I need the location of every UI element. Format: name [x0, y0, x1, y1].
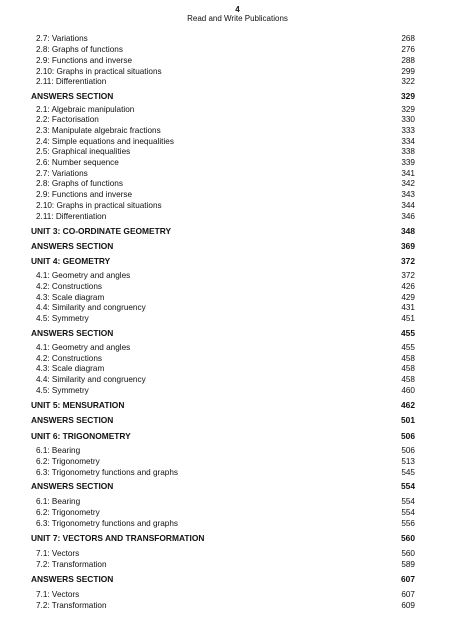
toc-entry-title: 2.8: Graphs of functions: [31, 44, 125, 55]
toc-entry-page: 554: [401, 481, 415, 491]
toc-leader-dots: [31, 450, 415, 454]
toc-entry-page: 556: [401, 519, 415, 528]
toc-entry-page: 560: [401, 533, 415, 543]
toc-entry-page: 431: [401, 303, 415, 312]
toc-entry-title: 6.3: Trigonometry functions and graphs: [31, 467, 180, 478]
toc-entry: [31, 302, 415, 313]
toc-entry-title: ANSWERS SECTION: [31, 574, 114, 584]
toc-entry-page: 460: [401, 386, 415, 395]
toc-section-heading: [31, 241, 415, 252]
publisher-name: Read and Write Publications: [187, 14, 288, 23]
toc-entry-page: 545: [401, 468, 415, 477]
toc-entry-title: 7.1: Vectors: [31, 548, 81, 559]
toc-entry: [31, 559, 415, 570]
toc-entry-title: 4.3: Scale diagram: [31, 292, 106, 303]
toc-entry-page: 329: [401, 91, 415, 101]
toc-entry: [31, 157, 415, 168]
toc-entry-page: 322: [401, 77, 415, 86]
toc-section-heading: [31, 328, 415, 339]
toc-entry-page: 560: [401, 549, 415, 558]
toc-entry-page: 344: [401, 201, 415, 210]
toc-entry-page: 458: [401, 375, 415, 384]
toc-entry-title: 2.11: Differentiation: [31, 76, 108, 87]
toc-entry-page: 506: [401, 431, 415, 441]
toc-entry: [31, 55, 415, 66]
toc-entry-title: 7.2: Transformation: [31, 600, 109, 611]
toc-entry: [31, 313, 415, 324]
toc-entry: [31, 281, 415, 292]
toc-entry-title: 4.4: Similarity and congruency: [31, 374, 148, 385]
toc-entry: [31, 270, 415, 281]
toc-entry-page: 346: [401, 212, 415, 221]
toc-entry-title: 2.1: Algebraic manipulation: [31, 104, 136, 115]
toc-entry: [31, 33, 415, 44]
page-number: 4: [235, 5, 240, 14]
toc-entry-page: 268: [401, 34, 415, 43]
toc-entry-page: 462: [401, 400, 415, 410]
toc-leader-dots: [31, 501, 415, 505]
toc-entry-page: 276: [401, 45, 415, 54]
toc-section-heading: [31, 91, 415, 102]
toc-entry-title: 2.9: Functions and inverse: [31, 189, 134, 200]
toc-entry-page: 330: [401, 115, 415, 124]
toc-section-heading: [31, 533, 415, 544]
toc-entry-page: 554: [401, 508, 415, 517]
toc-section-heading: [31, 481, 415, 492]
table-of-contents: [31, 0, 415, 634]
toc-entry-title: 6.3: Trigonometry functions and graphs: [31, 518, 180, 529]
toc-entry-title: UNIT 6: TRIGONOMETRY: [31, 431, 131, 441]
toc-entry-title: UNIT 4: GEOMETRY: [31, 256, 111, 266]
toc-entry-page: 339: [401, 158, 415, 167]
toc-entry-page: 458: [401, 364, 415, 373]
toc-entry: [31, 385, 415, 396]
toc-entry-title: 2.9: Functions and inverse: [31, 55, 134, 66]
toc-entry-title: 4.5: Symmetry: [31, 385, 91, 396]
toc-entry: [31, 44, 415, 55]
toc-entry-title: 4.2: Constructions: [31, 281, 104, 292]
toc-entry-page: 334: [401, 137, 415, 146]
toc-entry-title: 4.3: Scale diagram: [31, 363, 106, 374]
toc-entry-page: 343: [401, 190, 415, 199]
toc-entry-title: 2.10: Graphs in practical situations: [31, 66, 164, 77]
toc-entry-title: 4.1: Geometry and angles: [31, 270, 132, 281]
toc-entry: [31, 114, 415, 125]
toc-entry-title: 4.4: Similarity and congruency: [31, 302, 148, 313]
toc-entry-title: ANSWERS SECTION: [31, 481, 114, 491]
toc-entry: [31, 178, 415, 189]
toc-entry: [31, 146, 415, 157]
toc-section-heading: [31, 400, 415, 411]
toc-entry-page: 299: [401, 67, 415, 76]
toc-entry: [31, 76, 415, 87]
toc-entry: [31, 518, 415, 529]
toc-entry-page: 372: [401, 256, 415, 266]
toc-entry-title: 6.1: Bearing: [31, 496, 82, 507]
toc-section-heading: [31, 574, 415, 585]
toc-entry-page: 513: [401, 457, 415, 466]
toc-entry-page: 506: [401, 446, 415, 455]
toc-entry-title: UNIT 7: VECTORS AND TRANSFORMATION: [31, 533, 205, 543]
toc-entry: [31, 445, 415, 456]
toc-entry-page: 501: [401, 415, 415, 425]
toc-entry-title: 2.2: Factorisation: [31, 114, 101, 125]
toc-entry-title: 6.1: Bearing: [31, 445, 82, 456]
toc-entry-title: 4.1: Geometry and angles: [31, 342, 132, 353]
toc-section-heading: [31, 415, 415, 426]
toc-entry: [31, 600, 415, 611]
toc-entry-title: 2.11: Differentiation: [31, 211, 108, 222]
toc-entry-page: 348: [401, 226, 415, 236]
toc-entry-title: 6.2: Trigonometry: [31, 507, 102, 518]
toc-entry-page: 455: [401, 328, 415, 338]
toc-entry-title: 2.10: Graphs in practical situations: [31, 200, 164, 211]
toc-entry-title: 7.2: Transformation: [31, 559, 109, 570]
toc-leader-dots: [31, 594, 415, 598]
toc-entry-title: 2.7: Variations: [31, 168, 90, 179]
toc-entry-page: 458: [401, 354, 415, 363]
toc-entry-title: 2.5: Graphical inequalities: [31, 146, 132, 157]
toc-entry-page: 329: [401, 105, 415, 114]
toc-entry: [31, 342, 415, 353]
toc-entry-page: 589: [401, 560, 415, 569]
toc-entry-page: 338: [401, 147, 415, 156]
toc-entry: [31, 189, 415, 200]
toc-entry-page: 341: [401, 169, 415, 178]
toc-entry: [31, 548, 415, 559]
toc-entry-page: 554: [401, 497, 415, 506]
toc-entry-page: 369: [401, 241, 415, 251]
toc-entry-title: 4.2: Constructions: [31, 353, 104, 364]
toc-entry-title: 2.7: Variations: [31, 33, 90, 44]
toc-section-heading: [31, 431, 415, 442]
toc-section-heading: [31, 256, 415, 267]
toc-entry: [31, 125, 415, 136]
toc-entry-title: ANSWERS SECTION: [31, 415, 114, 425]
toc-leader-dots: [31, 553, 415, 557]
toc-entry-page: 429: [401, 293, 415, 302]
toc-entry-page: 342: [401, 179, 415, 188]
toc-entry-title: UNIT 3: CO-ORDINATE GEOMETRY: [31, 226, 172, 236]
toc-entry-page: 607: [401, 574, 415, 584]
toc-entry: [31, 589, 415, 600]
toc-entry-title: ANSWERS SECTION: [31, 328, 114, 338]
toc-entry: [31, 496, 415, 507]
toc-entry-page: 426: [401, 282, 415, 291]
toc-entry: [31, 211, 415, 222]
toc-entry-title: 2.6: Number sequence: [31, 157, 121, 168]
toc-entry-title: 7.1: Vectors: [31, 589, 81, 600]
toc-entry: [31, 374, 415, 385]
toc-entry-page: 451: [401, 314, 415, 323]
toc-entry-title: 2.4: Simple equations and inequalities: [31, 136, 176, 147]
toc-entry-title: 4.5: Symmetry: [31, 313, 91, 324]
toc-entry-page: 372: [401, 271, 415, 280]
toc-entry: [31, 363, 415, 374]
toc-entry-page: 333: [401, 126, 415, 135]
toc-entry-title: 2.3: Manipulate algebraic fractions: [31, 125, 163, 136]
toc-entry-title: 6.2: Trigonometry: [31, 456, 102, 467]
toc-entry: [31, 200, 415, 211]
toc-entry: [31, 507, 415, 518]
toc-entry: [31, 467, 415, 478]
toc-entry: [31, 456, 415, 467]
toc-entry-title: ANSWERS SECTION: [31, 91, 114, 101]
toc-entry-page: 609: [401, 601, 415, 610]
toc-entry-page: 455: [401, 343, 415, 352]
toc-entry-title: 2.8: Graphs of functions: [31, 178, 125, 189]
toc-entry-page: 288: [401, 56, 415, 65]
toc-entry-page: 607: [401, 590, 415, 599]
toc-entry-title: ANSWERS SECTION: [31, 241, 114, 251]
toc-entry-title: UNIT 5: MENSURATION: [31, 400, 125, 410]
toc-section-heading: [31, 226, 415, 237]
